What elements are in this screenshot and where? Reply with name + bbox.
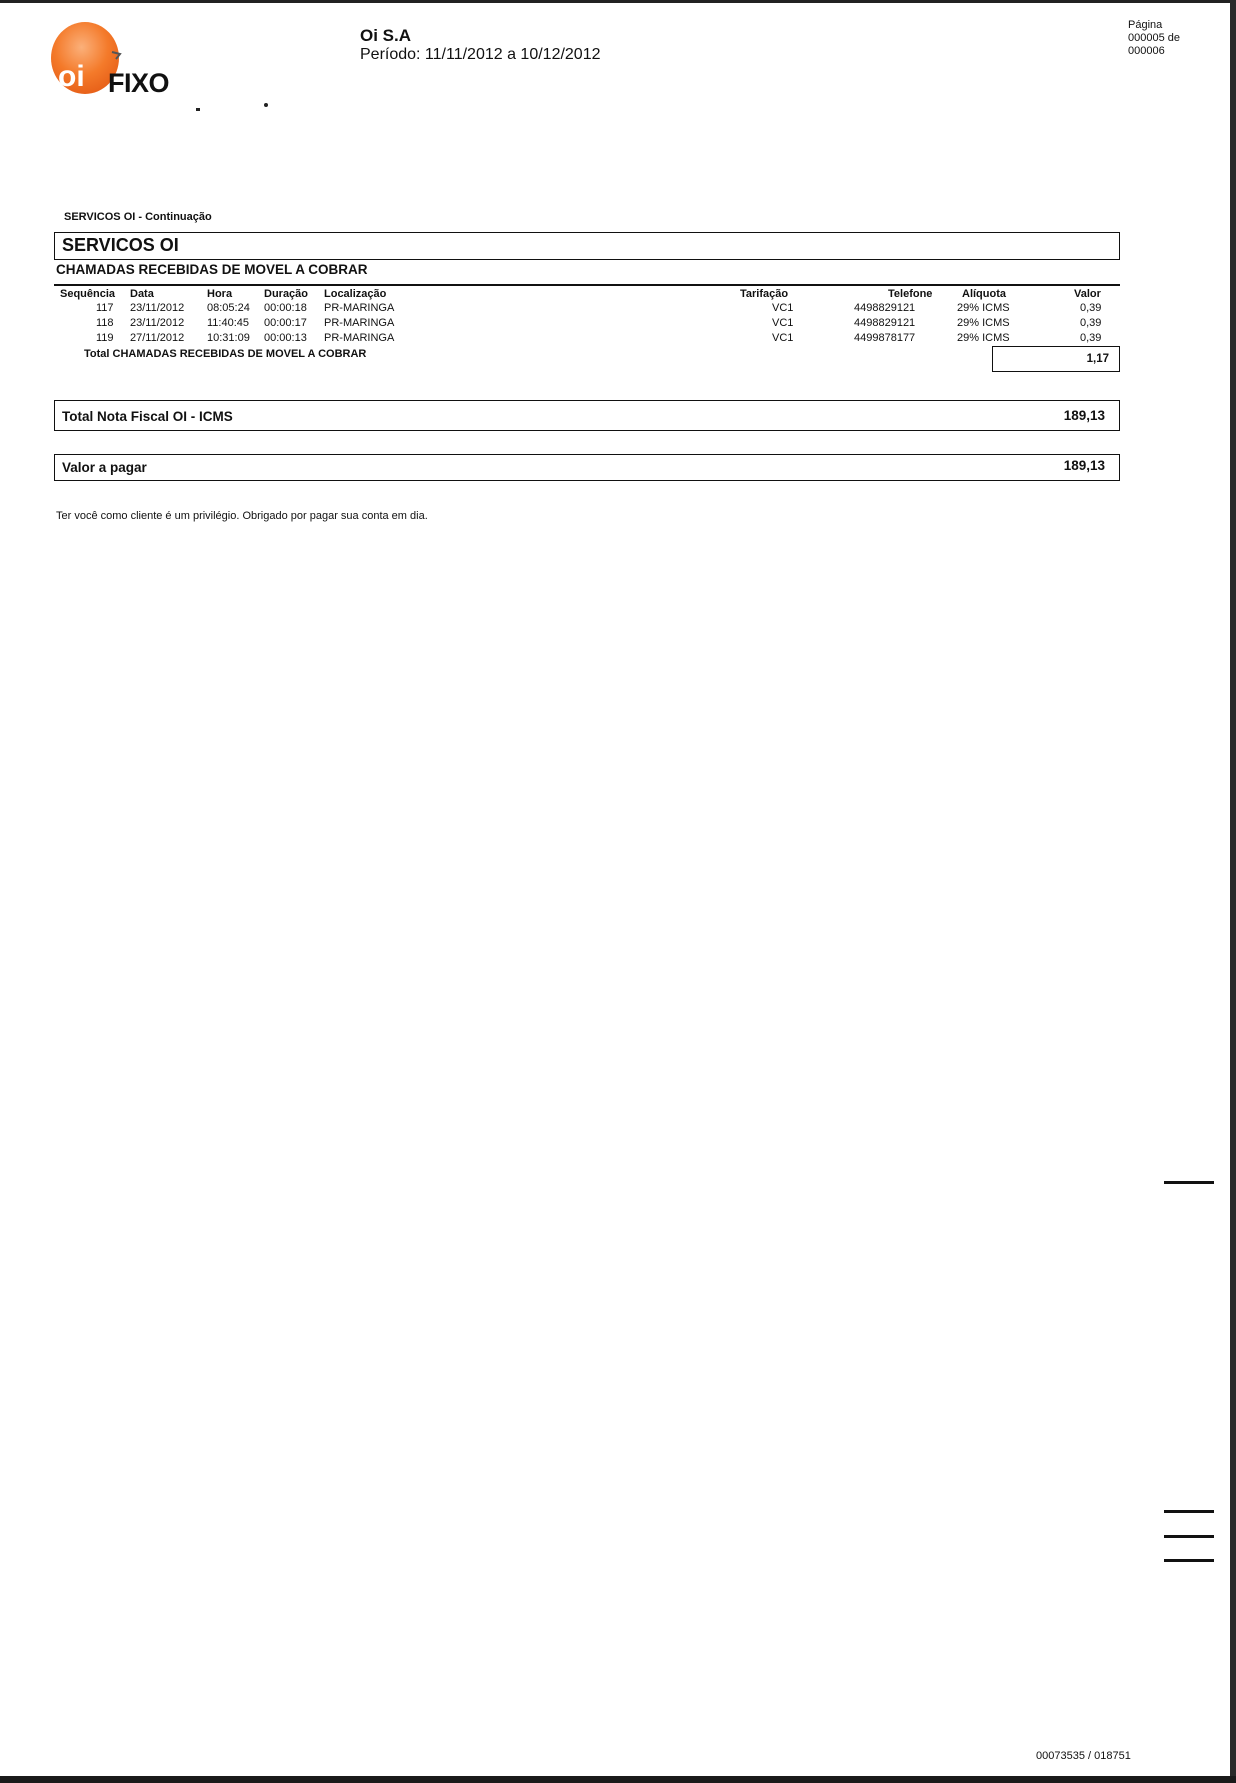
servicos-title: SERVICOS OI	[62, 235, 179, 255]
subtotal-label: Total CHAMADAS RECEBIDAS DE MOVEL A COBRAR	[84, 348, 367, 360]
scan-dot	[196, 108, 200, 111]
scan-edge-top	[0, 0, 1236, 3]
cell-data: 23/11/2012	[130, 317, 185, 329]
col-header-hora: Hora	[207, 288, 233, 300]
cell-seq: 117	[96, 302, 114, 314]
cell-tarifacao: VC1	[772, 302, 794, 314]
subtotal-box	[992, 346, 1120, 372]
col-header-aliquota: Alíquota	[962, 288, 1006, 300]
cell-telefone: 4498829121	[854, 302, 916, 314]
valor-pagar-value: 189,13	[1063, 458, 1105, 473]
cell-duracao: 00:00:18	[264, 302, 307, 314]
scan-mark	[1164, 1535, 1214, 1538]
footer-code: 00073535 / 018751	[1036, 1750, 1131, 1762]
cell-localizacao: PR-MARINGA	[324, 302, 395, 314]
cell-telefone: 4499878177	[854, 332, 916, 344]
col-header-tarifacao: Tarifação	[740, 288, 789, 300]
nota-fiscal-box	[54, 400, 1120, 431]
cell-hora: 10:31:09	[207, 332, 250, 344]
company-name: Oi S.A	[360, 26, 412, 45]
page-label: Página	[1128, 19, 1163, 31]
servicos-title-box	[54, 232, 1120, 260]
col-header-valor: Valor	[1074, 288, 1101, 300]
cell-tarifacao: VC1	[772, 317, 794, 329]
oi-fixo-logo	[50, 18, 200, 100]
cell-localizacao: PR-MARINGA	[324, 332, 395, 344]
scan-mark	[1164, 1510, 1214, 1513]
scan-edge-right	[1230, 0, 1236, 1783]
svg-text:oi: oi	[58, 60, 85, 93]
cell-duracao: 00:00:13	[264, 332, 307, 344]
col-header-data: Data	[130, 288, 154, 300]
cell-localizacao: PR-MARINGA	[324, 317, 395, 329]
scan-mark	[1164, 1181, 1214, 1184]
page-of: 000005 de	[1128, 32, 1180, 44]
cell-seq: 118	[96, 317, 114, 329]
page-indicator	[1128, 19, 1180, 58]
scan-edge-bottom	[0, 1776, 1236, 1783]
section-caption: SERVICOS OI - Continuação	[64, 211, 212, 223]
cell-valor: 0,39	[1080, 332, 1102, 344]
sub-heading: CHAMADAS RECEBIDAS DE MOVEL A COBRAR	[56, 262, 368, 277]
cell-tarifacao: VC1	[772, 332, 794, 344]
valor-pagar-box	[54, 454, 1120, 481]
divider	[54, 284, 1120, 286]
cell-data: 23/11/2012	[130, 302, 185, 314]
cell-aliquota: 29% ICMS	[957, 302, 1010, 314]
col-header-telefone: Telefone	[888, 288, 933, 300]
cell-telefone: 4498829121	[854, 317, 916, 329]
cell-data: 27/11/2012	[130, 332, 185, 344]
cell-valor: 0,39	[1080, 302, 1102, 314]
cell-seq: 119	[96, 332, 114, 344]
nota-fiscal-label: Total Nota Fiscal OI - ICMS	[62, 409, 233, 424]
thanks-message: Ter você como cliente é um privilégio. Obrigado por pagar sua conta em dia.	[56, 510, 428, 522]
logo-fixo-text: FIXO	[108, 68, 170, 98]
cell-valor: 0,39	[1080, 317, 1102, 329]
scan-dot	[264, 103, 268, 107]
cell-hora: 11:40:45	[207, 317, 250, 329]
page-total: 000006	[1128, 45, 1165, 57]
subtotal-value: 1,17	[1086, 353, 1109, 365]
cell-aliquota: 29% ICMS	[957, 317, 1010, 329]
scan-mark	[1164, 1559, 1214, 1562]
col-header-localizacao: Localização	[324, 288, 387, 300]
cell-duracao: 00:00:17	[264, 317, 307, 329]
cell-hora: 08:05:24	[207, 302, 250, 314]
cell-aliquota: 29% ICMS	[957, 332, 1010, 344]
valor-pagar-label: Valor a pagar	[62, 460, 147, 475]
col-header-seq: Sequência	[60, 288, 116, 300]
billing-period: Período: 11/11/2012 a 10/12/2012	[360, 46, 601, 63]
nota-fiscal-value: 189,13	[1063, 408, 1105, 423]
col-header-duracao: Duração	[264, 288, 309, 300]
